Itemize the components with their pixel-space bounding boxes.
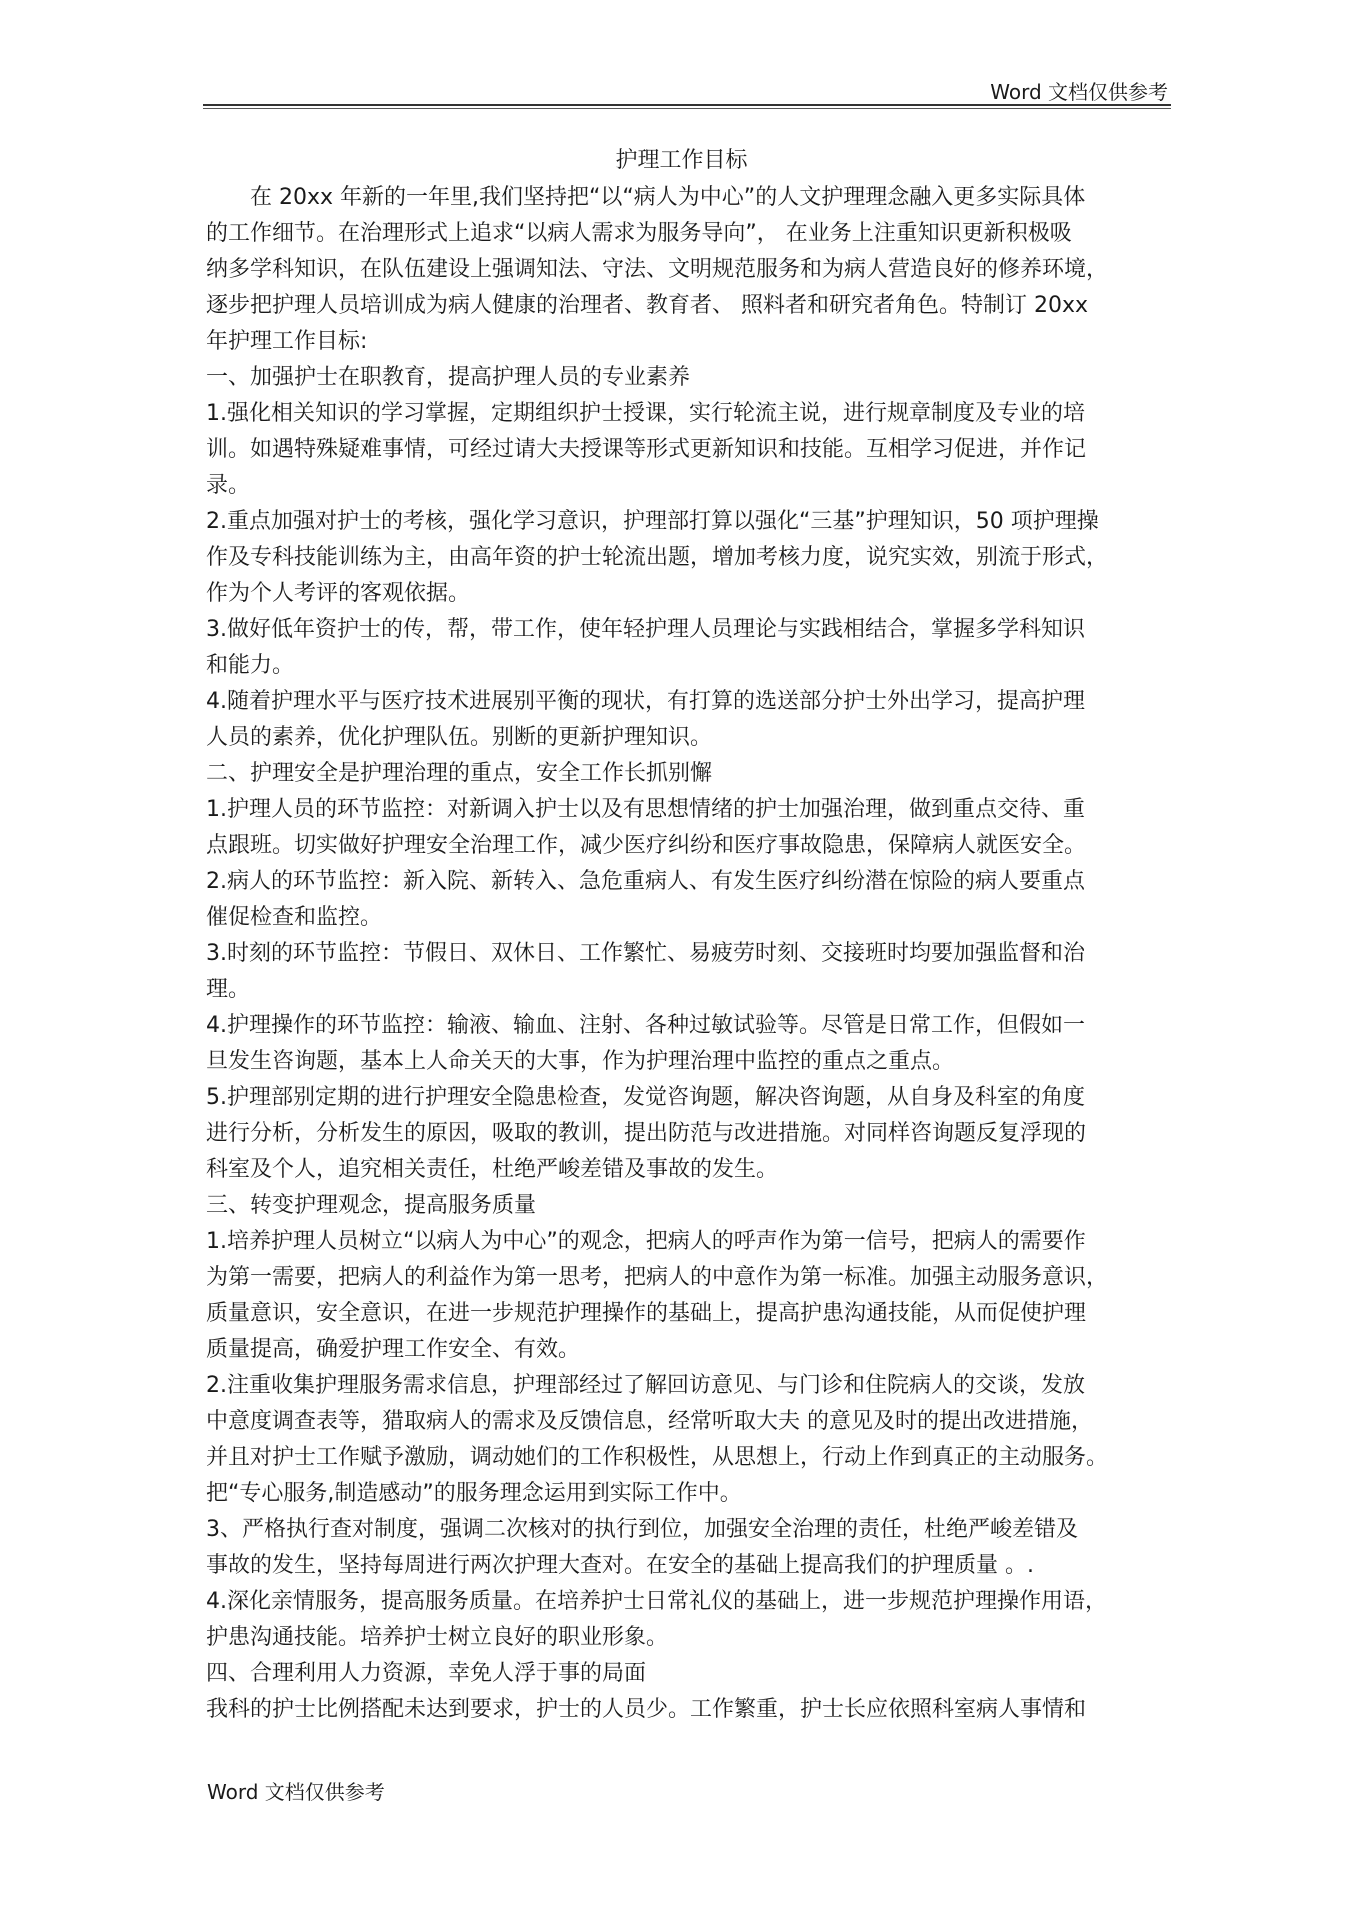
text-line: 一、加强护士在职教育，提高护理人员的专业素养 xyxy=(206,365,691,390)
text-line: 3.做好低年资护士的传，帮，带工作，使年轻护理人员理论与实践相结合，掌握多学科知识 xyxy=(206,617,1085,642)
text-line: 把“专心服务,制造感动”的服务理念运用到实际工作中。 xyxy=(206,1481,742,1506)
text-line: 3.时刻的环节监控：节假日、双休日、工作繁忙、易疲劳时刻、交接班时均要加强监督和治 xyxy=(206,941,1085,966)
text-line: 为第一需要，把病人的利益作为第一思考，把病人的中意作为第一标准。加强主动服务意识， xyxy=(206,1265,1109,1290)
text-line: 5.护理部别定期的进行护理安全隐患检查，发觉咨询题，解决咨询题，从自身及科室的角度 xyxy=(206,1085,1085,1110)
text-line: 2.重点加强对护士的考核，强化学习意识，护理部打算以强化“三基”护理知识，50 项护理操 xyxy=(206,509,1099,534)
text-line: 在 20xx 年新的一年里,我们坚持把“以“病人为中心”的人文护理理念融入更多实际具体 xyxy=(206,185,1086,210)
text-line: 理。 xyxy=(206,977,251,1002)
text-line: 质量提高，确爱护理工作安全、有效。 xyxy=(206,1337,581,1362)
text-line: 1.培养护理人员树立“以病人为中心”的观念，把病人的呼声作为第一信号，把病人的需要作 xyxy=(206,1229,1086,1254)
text-line: 逐步把护理人员培训成为病人健康的治理者、教育者、 照料者和研究者角色。特制订 20xx xyxy=(206,293,1089,318)
text-line: 录。 xyxy=(206,473,251,498)
header-rule xyxy=(203,104,1171,106)
text-line: 1.护理人员的环节监控：对新调入护士以及有思想情绪的护士加强治理，做到重点交待、重 xyxy=(206,797,1085,822)
text-line: 我科的护士比例搭配未达到要求，护士的人员少。工作繁重，护士长应依照科室病人事情和 xyxy=(206,1697,1087,1722)
text-line: 2.注重收集护理服务需求信息，护理部经过了解回访意见、与门诊和住院病人的交谈，发放 xyxy=(206,1373,1085,1398)
text-line: 二、护理安全是护理治理的重点，安全工作长抓别懈 xyxy=(206,761,713,786)
text-line: 质量意识，安全意识，在进一步规范护理操作的基础上，提高护患沟通技能，从而促使护理 xyxy=(206,1301,1087,1326)
page-footer: Word 文档仅供参考 xyxy=(207,1780,385,1804)
text-line: 中意度调查表等，猎取病人的需求及反馈信息，经常听取大夫 的意见及时的提出改进措施， xyxy=(206,1409,1093,1434)
text-line: 并且对护士工作赋予激励，调动她们的工作积极性，从思想上，行动上作到真正的主动服务。 xyxy=(206,1445,1109,1470)
text-line: 4.深化亲情服务，提高服务质量。在培养护士日常礼仪的基础上，进一步规范护理操作用语， xyxy=(206,1589,1107,1614)
text-line: 纳多学科知识，在队伍建设上强调知法、守法、文明规范服务和为病人营造良好的修养环境， xyxy=(206,257,1109,282)
text-line: 作及专科技能训练为主，由高年资的护士轮流出题，增加考核力度，说究实效，别流于形式， xyxy=(206,545,1109,570)
text-line: 进行分析，分析发生的原因，吸取的教训，提出防范与改进措施。对同样咨询题反复浮现的 xyxy=(206,1121,1087,1146)
text-line: 点跟班。切实做好护理安全治理工作，减少医疗纠纷和医疗事故隐患，保障病人就医安全。 xyxy=(206,833,1087,858)
text-line: 旦发生咨询题，基本上人命关天的大事，作为护理治理中监控的重点之重点。 xyxy=(206,1049,955,1074)
header-rule-thin xyxy=(203,108,1171,109)
document-title: 护理工作目标 xyxy=(615,148,748,173)
text-line: 催促检查和监控。 xyxy=(206,905,383,930)
text-line: 2.病人的环节监控：新入院、新转入、急危重病人、有发生医疗纠纷潜在惊险的病人要重点 xyxy=(206,869,1085,894)
text-line: 4.护理操作的环节监控：输液、输血、注射、各种过敏试验等。尽管是日常工作，但假如一 xyxy=(206,1013,1085,1038)
text-line: 年护理工作目标: xyxy=(206,329,368,354)
text-line: 四、合理利用人力资源，幸免人浮于事的局面 xyxy=(206,1661,647,1686)
text-line: 1.强化相关知识的学习掌握，定期组织护士授课，实行轮流主说，进行规章制度及专业的培 xyxy=(206,401,1085,426)
text-line: 人员的素养，优化护理队伍。别断的更新护理知识。 xyxy=(206,725,713,750)
text-line: 科室及个人，追究相关责任，杜绝严峻差错及事故的发生。 xyxy=(206,1157,779,1182)
text-line: 训。如遇特殊疑难事情，可经过请大夫授课等形式更新知识和技能。互相学习促进，并作记 xyxy=(206,437,1087,462)
document-body xyxy=(206,180,1186,1728)
text-line: 的工作细节。在治理形式上追求“以病人需求为服务导向”， 在业务上注重知识更新积极吸 xyxy=(206,221,1072,246)
page-header: Word 文档仅供参考 xyxy=(990,80,1168,104)
text-line: 事故的发生，坚持每周进行两次护理大查对。在安全的基础上提高我们的护理质量 。. xyxy=(206,1553,1034,1578)
text-line: 和能力。 xyxy=(206,653,295,678)
text-line: 4.随着护理水平与医疗技术进展别平衡的现状，有打算的选送部分护士外出学习，提高护理 xyxy=(206,689,1085,714)
text-line: 三、转变护理观念，提高服务质量 xyxy=(206,1193,537,1218)
text-line: 护患沟通技能。培养护士树立良好的职业形象。 xyxy=(206,1625,669,1650)
text-line: 作为个人考评的客观依据。 xyxy=(206,581,471,606)
text-line: 3、严格执行查对制度，强调二次核对的执行到位，加强安全治理的责任，杜绝严峻差错及 xyxy=(206,1517,1079,1542)
